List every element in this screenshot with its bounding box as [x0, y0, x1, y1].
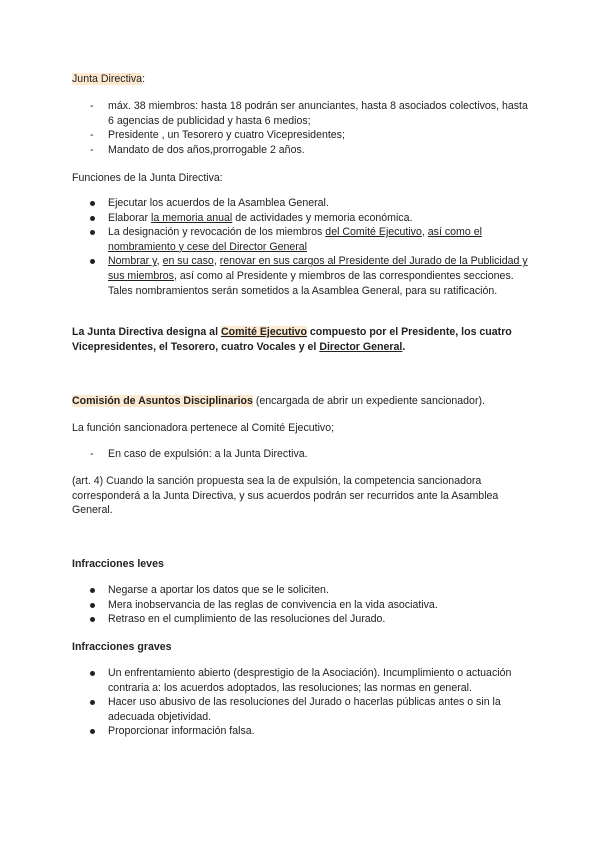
list-item: Hacer uso abusivo de las resoluciones del Jurado o hacerlas públicas antes o sin la adecuada objetividad. [72, 695, 532, 724]
comision-subtitle: (encargada de abrir un expediente sancionador). [252, 395, 485, 407]
list-item: Un enfrentamiento abierto (desprestigio de la Asociación). Incumplimiento o actuación contraria a: los acuerdos adoptados, las resoluciones; las normas en general. [72, 666, 532, 695]
designa-text: compuesto por el Presidente, los cuatro Vicepresidentes, el Tesorero, cuatro Vocales y el [72, 326, 512, 353]
junta-list [72, 99, 532, 157]
underlined-text: en su caso [162, 255, 214, 268]
designa-paragraph [72, 325, 532, 354]
item-text: , [213, 255, 220, 268]
item-text: Elaborar [108, 211, 151, 224]
item-text: , así como al Presidente y miembros de las correspondientes secciones. Tales nombramientos serán sometidos a la Asamblea General, para su ratificación. [108, 269, 514, 297]
underlined-text: del Comité Ejecutivo [325, 226, 422, 239]
comision-heading [72, 394, 532, 409]
item-text: Ejecutar los acuerdos de la Asamblea General. [108, 197, 329, 209]
comision-title: Comisión de Asuntos Disciplinarios [72, 395, 253, 407]
list-item [72, 254, 532, 298]
director-general-link: Director General [319, 340, 403, 353]
list-item: Retraso en el cumplimiento de las resoluciones del Jurado. [72, 612, 532, 627]
list-item [72, 211, 532, 226]
list-item: - Mandato de dos años,prorrogable 2 años. [72, 143, 532, 158]
item-text: La designación y revocación de los miembros [108, 226, 326, 239]
graves-heading: Infracciones graves [72, 641, 172, 653]
funcion-sancionadora: La función sancionadora pertenece al Comité Ejecutivo; [72, 422, 335, 434]
comision-list [72, 447, 532, 462]
list-item: Negarse a aportar los datos que se le soliciten. [72, 583, 532, 598]
underlined-text: así como el nombramiento y cese del Director General [108, 226, 482, 253]
graves-list [72, 666, 532, 739]
designa-text: La Junta Directiva designa al [72, 326, 221, 338]
comite-ejecutivo-link: Comité Ejecutivo [220, 326, 307, 338]
designa-text: . [402, 340, 406, 353]
leves-list [72, 583, 532, 627]
junta-heading [72, 72, 532, 87]
art-4-paragraph: (art. 4) Cuando la sanción propuesta sea la de expulsión, la competencia sancionadora corresponderá a la Junta Directiva, y sus acuerdos podrán ser recurridos ante la Asamblea General. [72, 475, 499, 517]
funciones-list [72, 196, 532, 298]
item-text: de actividades y memoria económica. [232, 211, 413, 224]
list-item: - Presidente , un Tesorero y cuatro Vicepresidentes; [72, 128, 532, 143]
list-item [72, 225, 532, 254]
underlined-text: renovar en sus cargos al Presidente del Jurado de la Publicidad y sus miembros [108, 255, 528, 282]
junta-title-highlight: Junta Directiva [72, 73, 143, 85]
list-item: - máx. 38 miembros: hasta 18 podrán ser anunciantes, hasta 8 asociados colectivos, hasta 6 agencias de publicidad y hasta 6 medios; [72, 99, 532, 128]
list-item: - En caso de expulsión: a la Junta Directiva. [72, 447, 532, 462]
underlined-text: Nombrar y [108, 255, 157, 268]
item-text: , [421, 226, 428, 239]
list-item [72, 196, 532, 211]
junta-colon: : [142, 73, 146, 85]
funciones-heading: Funciones de la Junta Directiva: [72, 172, 223, 184]
leves-heading: Infracciones leves [72, 558, 164, 570]
underlined-text: la memoria anual [151, 211, 233, 224]
item-text: , [156, 255, 163, 268]
list-item: Proporcionar información falsa. [72, 724, 532, 739]
list-item: Mera inobservancia de las reglas de convivencia en la vida asociativa. [72, 598, 532, 613]
